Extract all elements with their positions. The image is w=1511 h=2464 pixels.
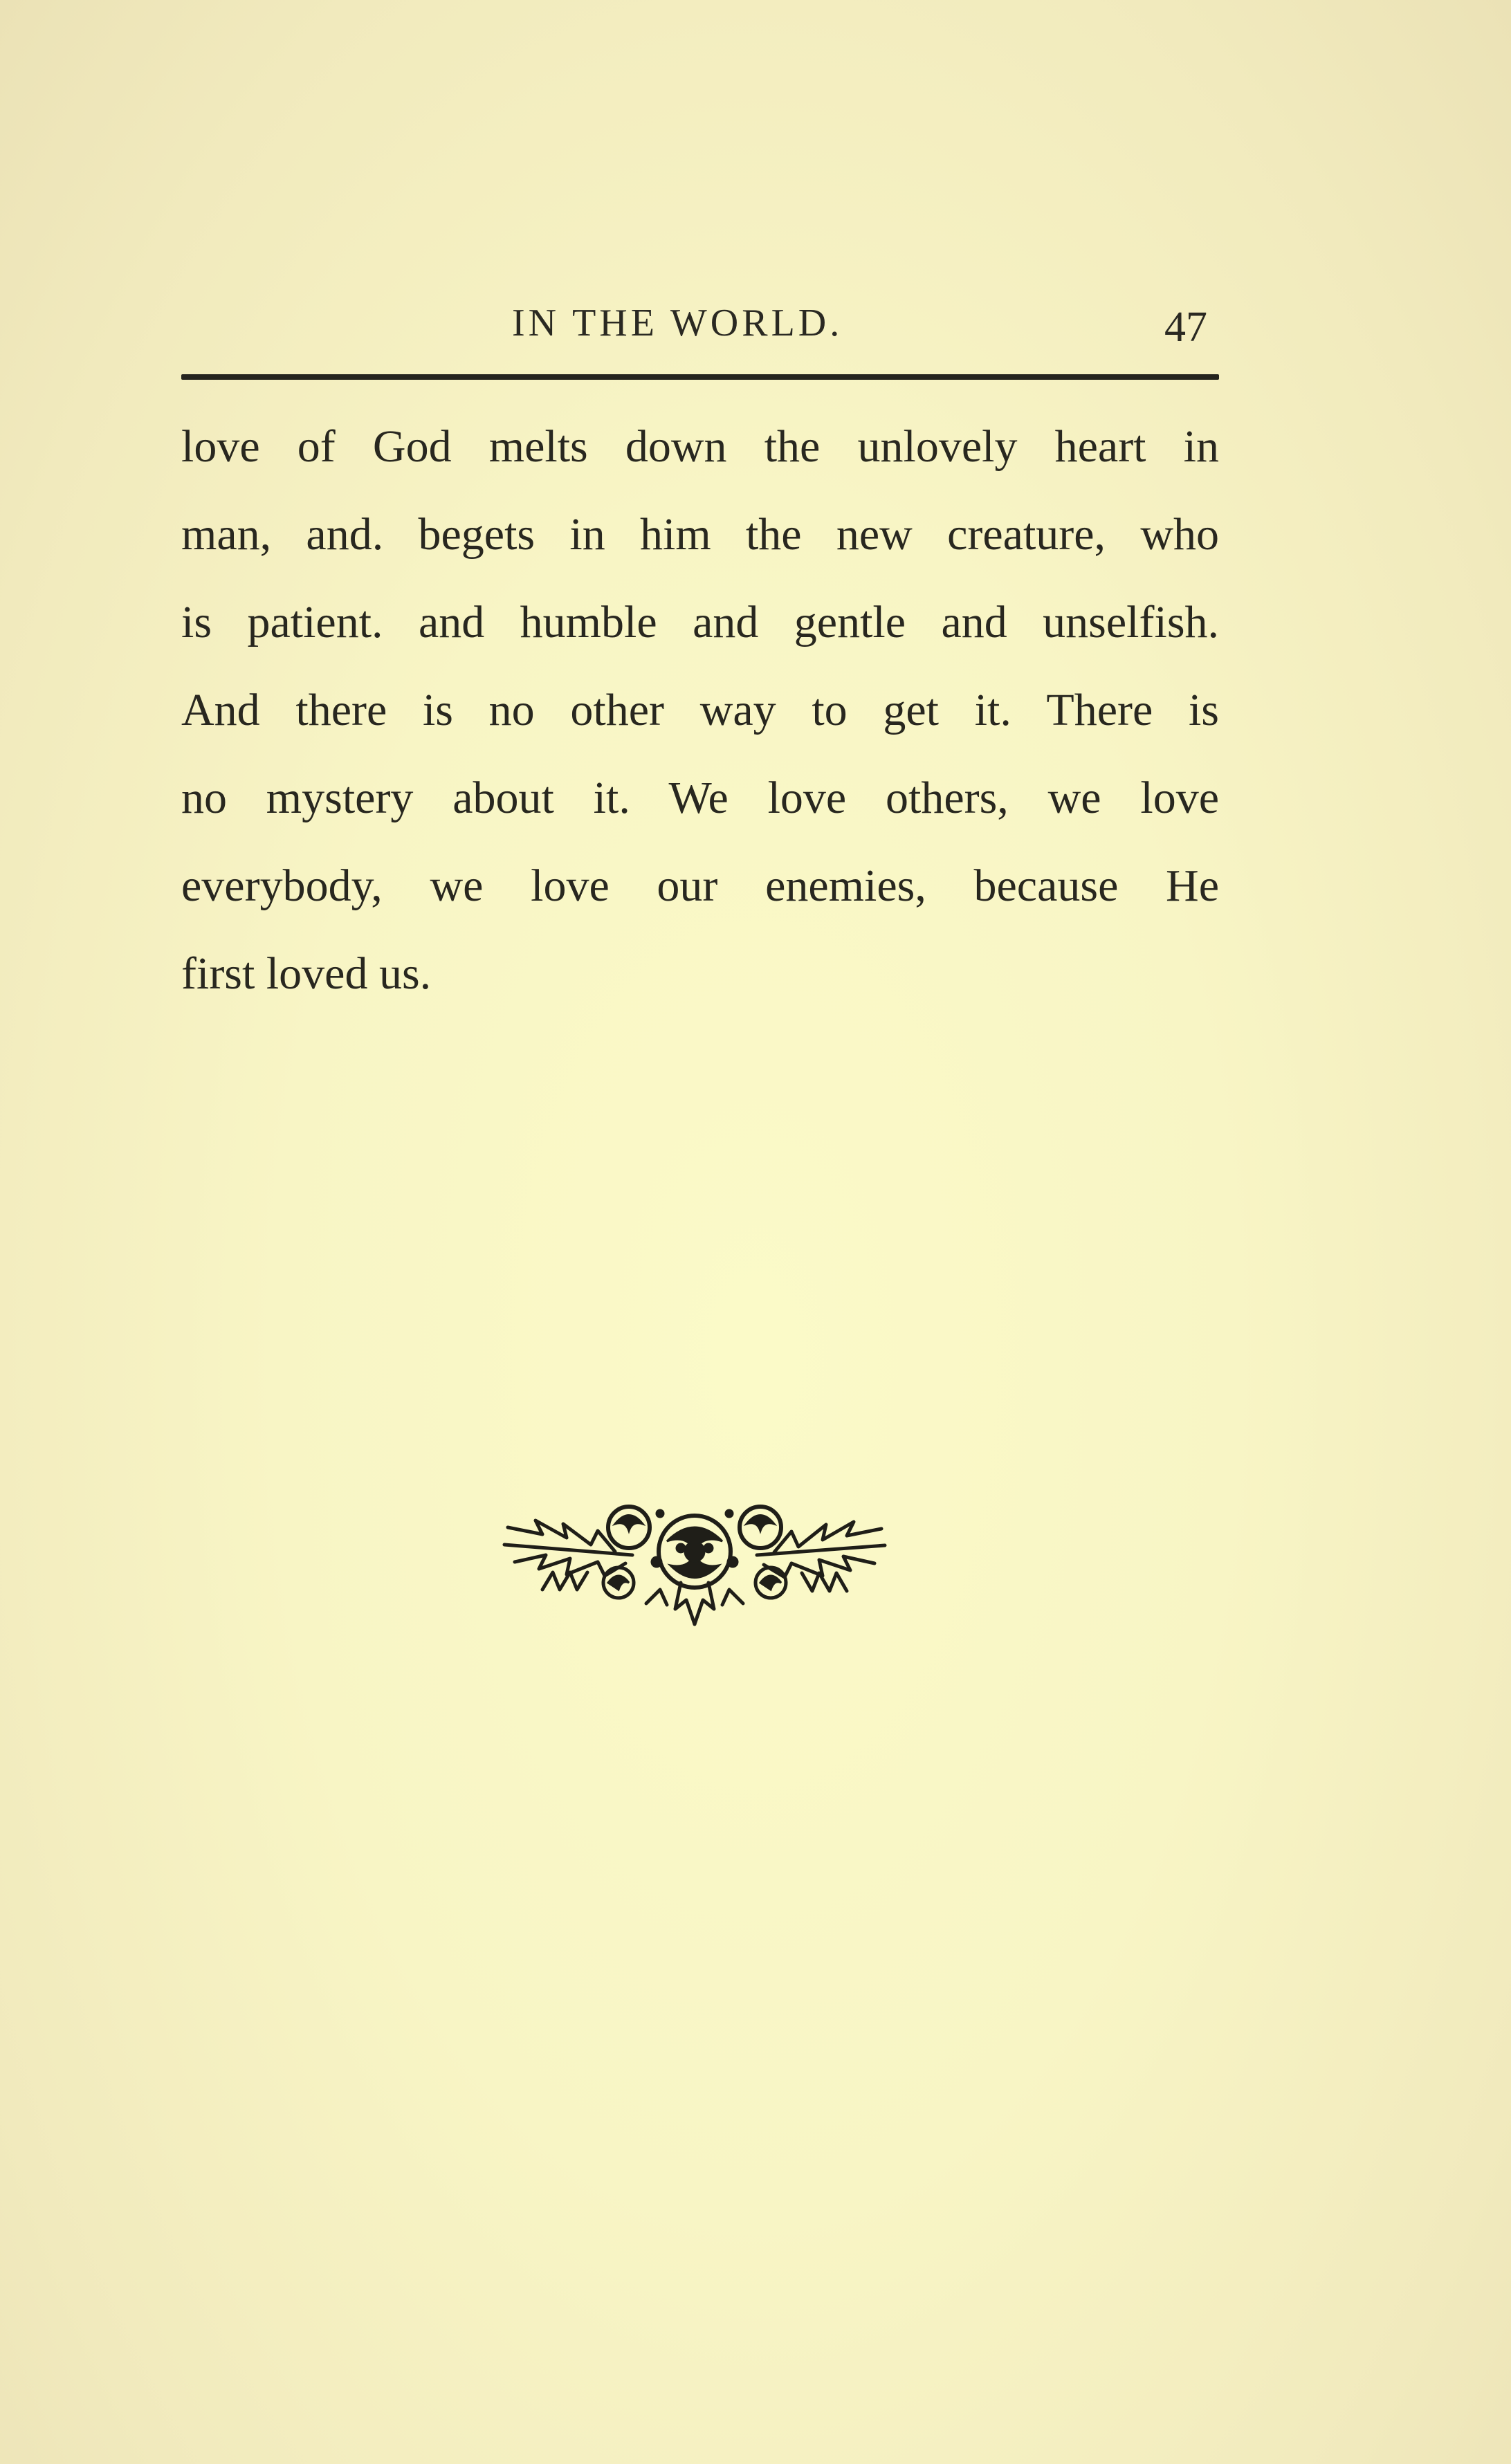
text-line-4: And there is no other way to get it. There is [181,685,1219,735]
text-line-2: man, and. begets in him the new creature, who [181,509,1219,560]
running-title: IN THE WORLD. [512,302,843,344]
text-line-7: first loved us. [181,948,432,999]
text-line-6: everybody, we love our enemies, because He [181,861,1219,911]
page-number: 47 [1164,304,1207,351]
header-rule [181,374,1219,380]
floral-vignette-icon [494,1486,895,1631]
text-line-3: is patient. and humble and gentle and unselfish. [181,597,1219,647]
text-line-1: love of God melts down the unlovely heart in [181,421,1219,472]
running-head [0,299,1511,354]
text-line-5: no mystery about it. We love others, we love [181,773,1219,823]
body-text [181,412,1219,1027]
